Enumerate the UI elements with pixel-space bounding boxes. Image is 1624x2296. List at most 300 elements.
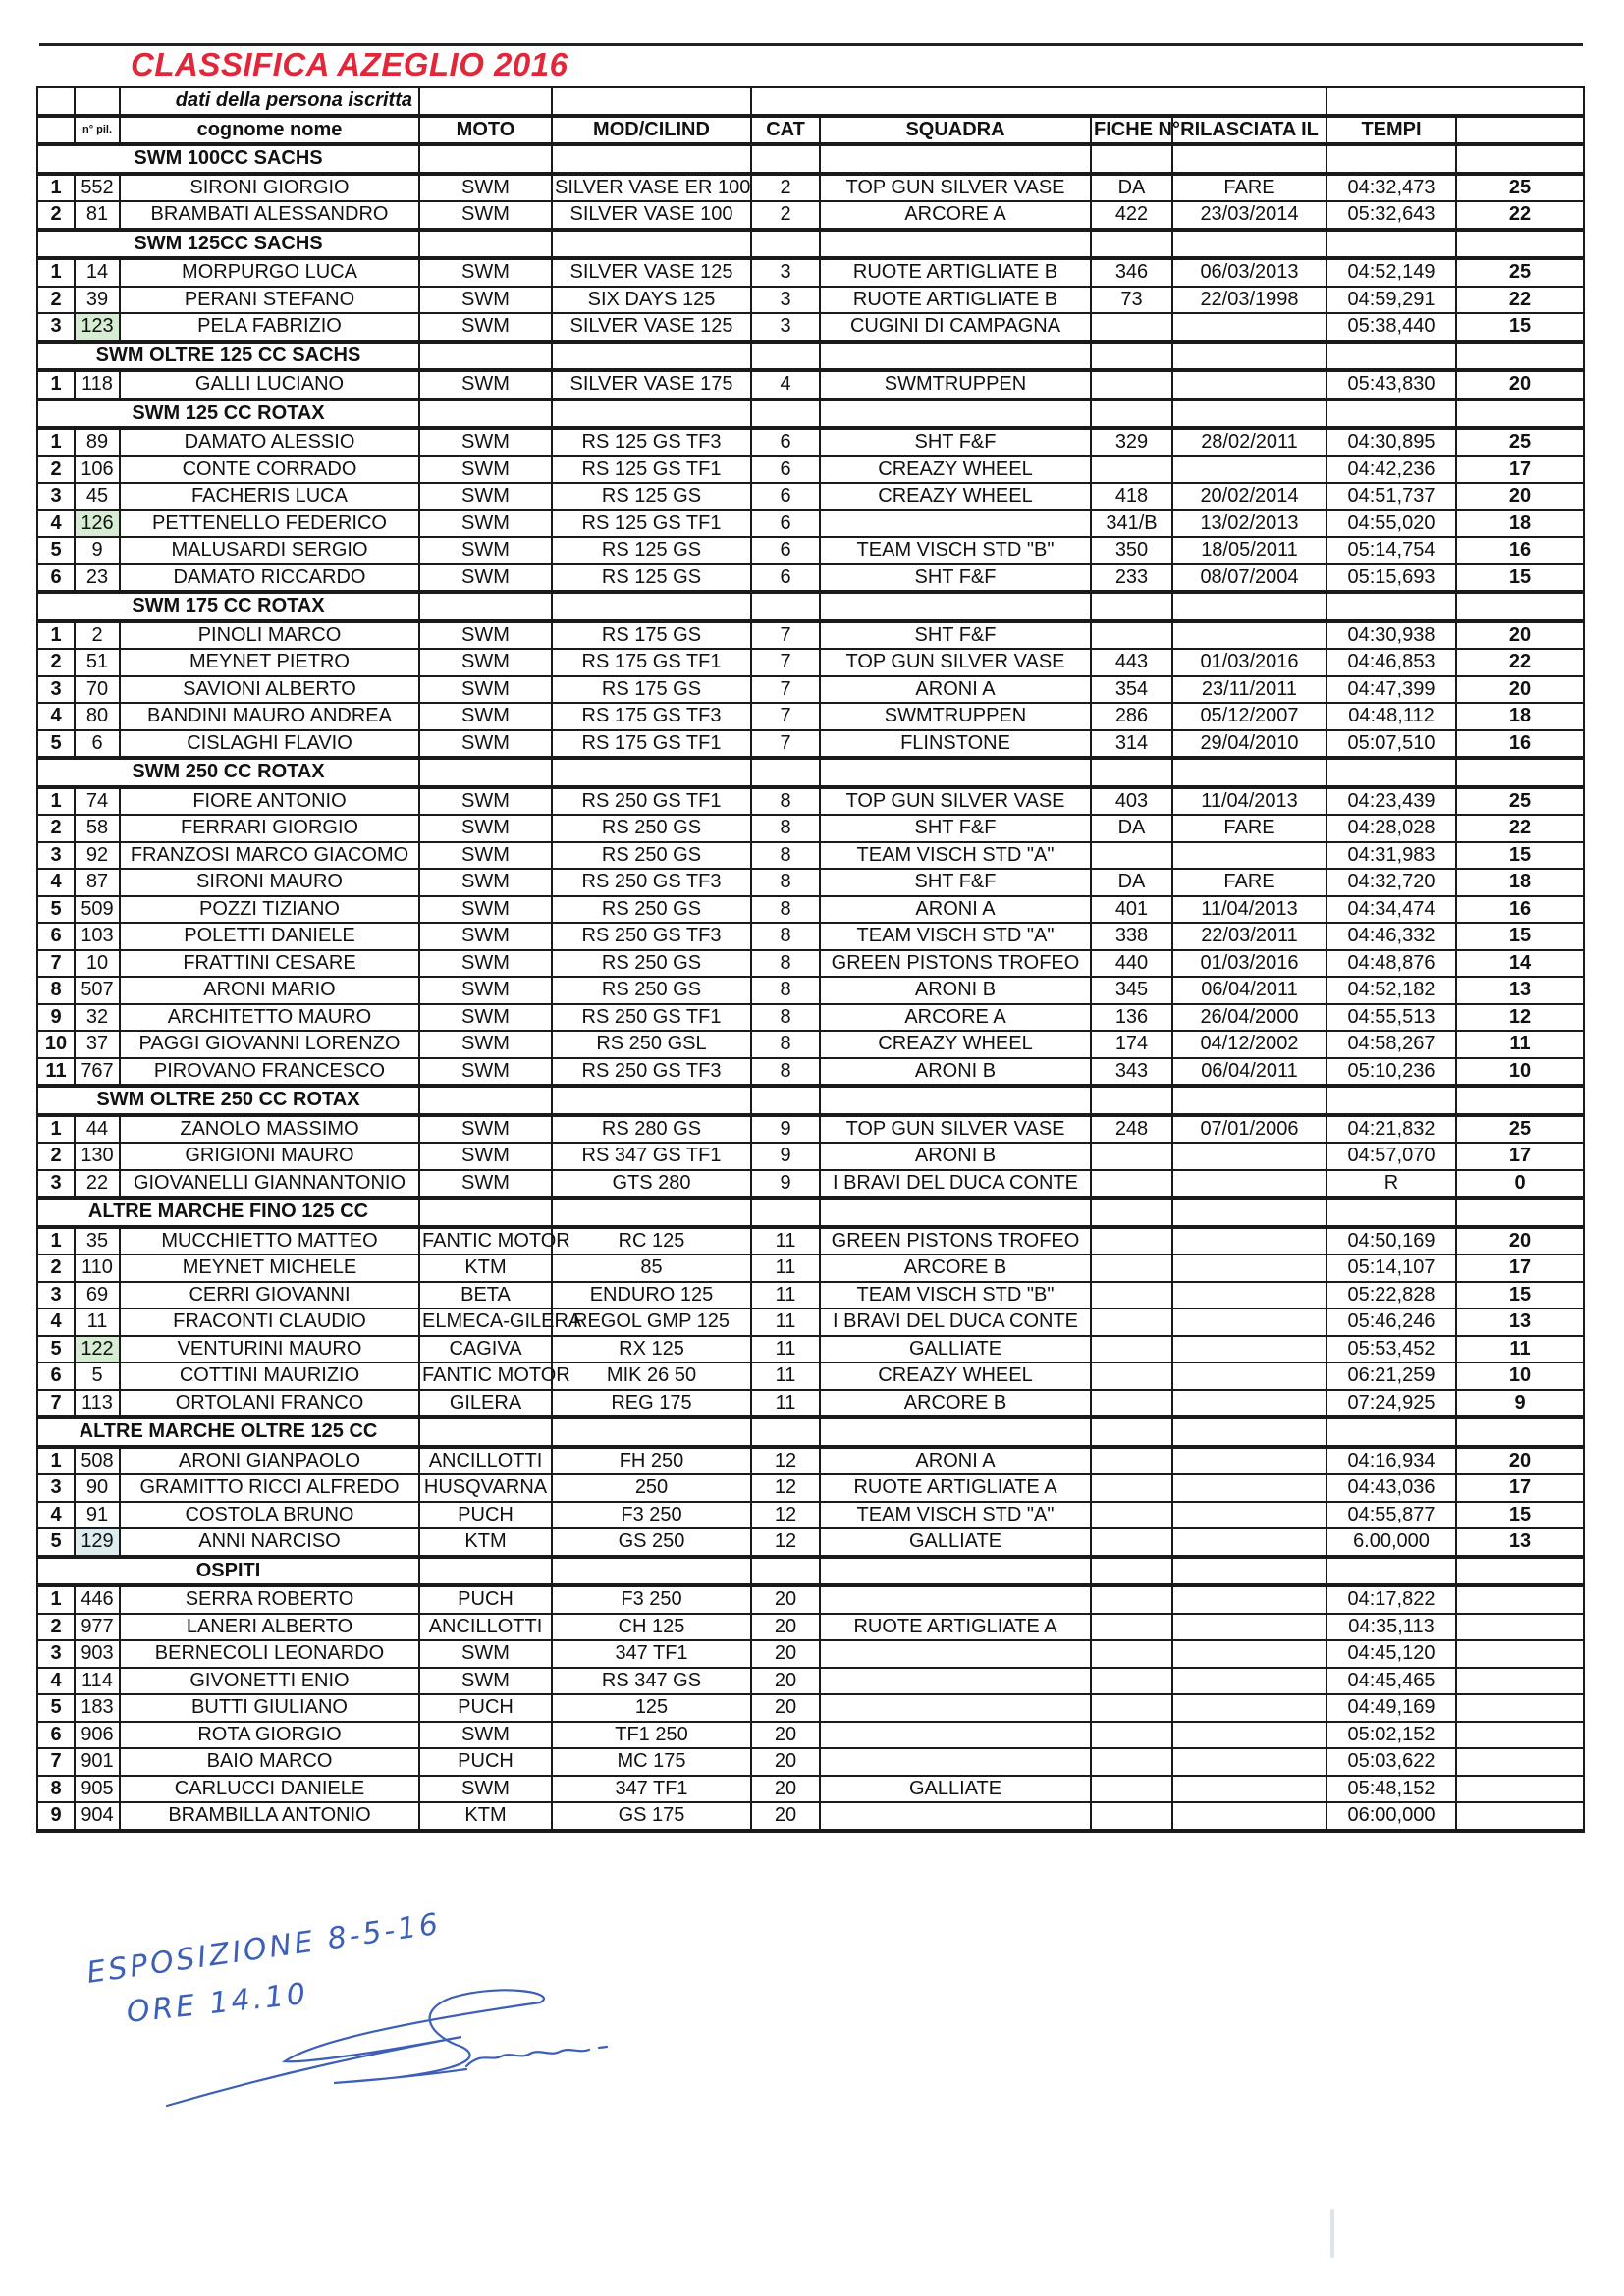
cell-mod: SILVER VASE 100 bbox=[552, 201, 751, 230]
cell-ril bbox=[1172, 621, 1326, 650]
cell-moto: SWM bbox=[419, 313, 552, 342]
table-row bbox=[37, 815, 1584, 842]
page-title: CLASSIFICA AZEGLIO 2016 bbox=[131, 46, 568, 82]
cell-cat: 20 bbox=[751, 1802, 820, 1831]
table-row bbox=[37, 787, 1584, 816]
cell-tempo: 06:21,259 bbox=[1326, 1362, 1456, 1390]
group-row bbox=[37, 1557, 1584, 1586]
cell-pts: 16 bbox=[1456, 896, 1584, 924]
cell-cat: 2 bbox=[751, 201, 820, 230]
cell-num: 74 bbox=[75, 787, 120, 816]
cell-moto: SWM bbox=[419, 923, 552, 950]
cell-moto: BETA bbox=[419, 1282, 552, 1309]
empty-cell bbox=[1326, 592, 1456, 621]
empty-cell bbox=[1091, 230, 1172, 259]
cell-fiche: 136 bbox=[1091, 1004, 1172, 1032]
cell-mod: RS 250 GS bbox=[552, 815, 751, 842]
cell-cat: 6 bbox=[751, 428, 820, 456]
cell-num: 44 bbox=[75, 1115, 120, 1144]
cell-name: COSTOLA BRUNO bbox=[120, 1502, 419, 1529]
cell-fiche bbox=[1091, 1227, 1172, 1255]
empty-cell bbox=[1091, 758, 1172, 787]
cell-fiche: 329 bbox=[1091, 428, 1172, 456]
cell-pts: 15 bbox=[1456, 842, 1584, 870]
cell-tempo: 04:42,236 bbox=[1326, 456, 1456, 484]
cell-mod: RS 125 GS TF1 bbox=[552, 456, 751, 484]
group-row bbox=[37, 144, 1584, 174]
cell-fiche: 422 bbox=[1091, 201, 1172, 230]
header-cell bbox=[75, 87, 120, 116]
group-title: SWM 125 CC ROTAX bbox=[37, 400, 419, 429]
cell-pts: 25 bbox=[1456, 787, 1584, 816]
cell-mod: RS 250 GS TF1 bbox=[552, 1004, 751, 1032]
cell-name: GALLI LUCIANO bbox=[120, 370, 419, 400]
cell-fiche bbox=[1091, 1255, 1172, 1282]
cell-ril bbox=[1172, 1362, 1326, 1390]
cell-num: 904 bbox=[75, 1802, 120, 1831]
cell-pts: 17 bbox=[1456, 456, 1584, 484]
cell-cat: 7 bbox=[751, 621, 820, 650]
cell-cat: 8 bbox=[751, 1031, 820, 1058]
cell-pos: 5 bbox=[37, 1694, 75, 1722]
results-body bbox=[37, 144, 1584, 1831]
table-row bbox=[37, 201, 1584, 230]
group-title: SWM OLTRE 250 CC ROTAX bbox=[37, 1086, 419, 1115]
group-row bbox=[37, 342, 1584, 371]
header-cell bbox=[37, 87, 75, 116]
cell-moto: SWM bbox=[419, 174, 552, 202]
cell-pos: 1 bbox=[37, 1227, 75, 1255]
cell-pos: 4 bbox=[37, 1308, 75, 1336]
empty-cell bbox=[751, 1557, 820, 1586]
cell-mod: RS 280 GS bbox=[552, 1115, 751, 1144]
cell-name: SAVIONI ALBERTO bbox=[120, 676, 419, 704]
header-cat: CAT bbox=[751, 116, 820, 145]
cell-fiche bbox=[1091, 1447, 1172, 1475]
cell-moto: PUCH bbox=[419, 1694, 552, 1722]
cell-mod: 250 bbox=[552, 1474, 751, 1502]
cell-ril: FARE bbox=[1172, 174, 1326, 202]
cell-ril: 06/04/2011 bbox=[1172, 1058, 1326, 1087]
cell-pts: 16 bbox=[1456, 730, 1584, 759]
cell-squadra: ARONI B bbox=[820, 977, 1091, 1004]
cell-num: 81 bbox=[75, 201, 120, 230]
cell-squadra: I BRAVI DEL DUCA CONTE bbox=[820, 1308, 1091, 1336]
cell-squadra: TOP GUN SILVER VASE bbox=[820, 174, 1091, 202]
cell-cat: 2 bbox=[751, 174, 820, 202]
cell-num: 35 bbox=[75, 1227, 120, 1255]
cell-name: BUTTI GIULIANO bbox=[120, 1694, 419, 1722]
cell-name: ARONI MARIO bbox=[120, 977, 419, 1004]
cell-moto: SWM bbox=[419, 621, 552, 650]
cell-pts: 20 bbox=[1456, 621, 1584, 650]
cell-pos: 4 bbox=[37, 510, 75, 538]
cell-moto: SWM bbox=[419, 1640, 552, 1668]
header-row-top bbox=[37, 87, 1584, 116]
cell-cat: 12 bbox=[751, 1502, 820, 1529]
cell-pts: 10 bbox=[1456, 1058, 1584, 1087]
cell-tempo: 04:17,822 bbox=[1326, 1585, 1456, 1614]
cell-ril: FARE bbox=[1172, 815, 1326, 842]
cell-num: 32 bbox=[75, 1004, 120, 1032]
cell-fiche bbox=[1091, 313, 1172, 342]
cell-cat: 6 bbox=[751, 564, 820, 593]
cell-pos: 3 bbox=[37, 313, 75, 342]
scan-mark bbox=[1330, 2209, 1334, 2258]
cell-num: 508 bbox=[75, 1447, 120, 1475]
cell-pts: 0 bbox=[1456, 1170, 1584, 1199]
cell-pts bbox=[1456, 1722, 1584, 1749]
cell-squadra: ARONI B bbox=[820, 1143, 1091, 1170]
cell-cat: 11 bbox=[751, 1390, 820, 1418]
cell-num: 51 bbox=[75, 649, 120, 676]
cell-cat: 20 bbox=[751, 1614, 820, 1641]
cell-mod: FH 250 bbox=[552, 1447, 751, 1475]
cell-tempo: 04:16,934 bbox=[1326, 1447, 1456, 1475]
empty-cell bbox=[1172, 144, 1326, 174]
cell-cat: 3 bbox=[751, 313, 820, 342]
cell-ril bbox=[1172, 1668, 1326, 1695]
cell-name: BRAMBILLA ANTONIO bbox=[120, 1802, 419, 1831]
cell-num: 14 bbox=[75, 258, 120, 287]
header-tempi: TEMPI bbox=[1326, 116, 1456, 145]
cell-moto: SWM bbox=[419, 564, 552, 593]
table-row bbox=[37, 1004, 1584, 1032]
table-row bbox=[37, 923, 1584, 950]
cell-pos: 3 bbox=[37, 676, 75, 704]
cell-moto: SWM bbox=[419, 537, 552, 564]
cell-cat: 9 bbox=[751, 1143, 820, 1170]
cell-mod: GTS 280 bbox=[552, 1170, 751, 1199]
cell-tempo: 05:32,643 bbox=[1326, 201, 1456, 230]
cell-name: POLETTI DANIELE bbox=[120, 923, 419, 950]
cell-name: ZANOLO MASSIMO bbox=[120, 1115, 419, 1144]
cell-fiche bbox=[1091, 1694, 1172, 1722]
cell-tempo: 05:48,152 bbox=[1326, 1776, 1456, 1803]
cell-pos: 3 bbox=[37, 1170, 75, 1199]
cell-num: 80 bbox=[75, 703, 120, 730]
cell-squadra: SHT F&F bbox=[820, 621, 1091, 650]
cell-moto: SWM bbox=[419, 896, 552, 924]
cell-num: 10 bbox=[75, 950, 120, 978]
cell-fiche bbox=[1091, 621, 1172, 650]
note-line1: ESPOSIZIONE 8-5-16 bbox=[84, 1906, 444, 1991]
cell-pos: 5 bbox=[37, 730, 75, 759]
cell-pos: 8 bbox=[37, 977, 75, 1004]
cell-pts bbox=[1456, 1802, 1584, 1831]
cell-num: 114 bbox=[75, 1668, 120, 1695]
cell-pos: 3 bbox=[37, 1640, 75, 1668]
cell-num: 58 bbox=[75, 815, 120, 842]
cell-mod: TF1 250 bbox=[552, 1722, 751, 1749]
table-row bbox=[37, 1802, 1584, 1831]
cell-squadra: ARCORE B bbox=[820, 1255, 1091, 1282]
header-mod: MOD/CILIND bbox=[552, 116, 751, 145]
cell-pos: 1 bbox=[37, 787, 75, 816]
table-row bbox=[37, 950, 1584, 978]
cell-tempo: 04:23,439 bbox=[1326, 787, 1456, 816]
cell-name: CERRI GIOVANNI bbox=[120, 1282, 419, 1309]
cell-cat: 11 bbox=[751, 1308, 820, 1336]
cell-ril bbox=[1172, 1502, 1326, 1529]
cell-cat: 11 bbox=[751, 1336, 820, 1363]
cell-ril: 06/03/2013 bbox=[1172, 258, 1326, 287]
cell-tempo: 04:58,267 bbox=[1326, 1031, 1456, 1058]
cell-squadra: RUOTE ARTIGLIATE B bbox=[820, 287, 1091, 314]
cell-tempo: 04:32,720 bbox=[1326, 869, 1456, 896]
table-row bbox=[37, 1748, 1584, 1776]
header-cell bbox=[37, 116, 75, 145]
cell-name: LANERI ALBERTO bbox=[120, 1614, 419, 1641]
header-row bbox=[37, 116, 1584, 145]
header-cell bbox=[552, 87, 751, 116]
handwritten-note bbox=[84, 1904, 697, 2120]
cell-mod: MIK 26 50 bbox=[552, 1362, 751, 1390]
cell-pos: 1 bbox=[37, 1447, 75, 1475]
table-row bbox=[37, 1776, 1584, 1803]
cell-pts: 11 bbox=[1456, 1336, 1584, 1363]
cell-tempo: 04:46,853 bbox=[1326, 649, 1456, 676]
cell-fiche bbox=[1091, 1614, 1172, 1641]
cell-moto: KTM bbox=[419, 1255, 552, 1282]
cell-pts: 20 bbox=[1456, 370, 1584, 400]
cell-pts: 20 bbox=[1456, 1227, 1584, 1255]
cell-squadra bbox=[820, 1585, 1091, 1614]
cell-cat: 11 bbox=[751, 1282, 820, 1309]
table-row bbox=[37, 1474, 1584, 1502]
cell-mod: ENDURO 125 bbox=[552, 1282, 751, 1309]
table-row bbox=[37, 1640, 1584, 1668]
table-row bbox=[37, 1227, 1584, 1255]
group-title: SWM OLTRE 125 CC SACHS bbox=[37, 342, 419, 371]
cell-tempo: 04:45,465 bbox=[1326, 1668, 1456, 1695]
cell-num: 901 bbox=[75, 1748, 120, 1776]
cell-ril bbox=[1172, 1614, 1326, 1641]
cell-cat: 6 bbox=[751, 456, 820, 484]
empty-cell bbox=[419, 230, 552, 259]
cell-squadra: I BRAVI DEL DUCA CONTE bbox=[820, 1170, 1091, 1199]
table-row bbox=[37, 313, 1584, 342]
cell-cat: 6 bbox=[751, 510, 820, 538]
cell-tempo: 6.00,000 bbox=[1326, 1528, 1456, 1557]
cell-fiche bbox=[1091, 1336, 1172, 1363]
cell-cat: 7 bbox=[751, 703, 820, 730]
empty-cell bbox=[751, 144, 820, 174]
cell-moto: SWM bbox=[419, 456, 552, 484]
cell-ril: 18/05/2011 bbox=[1172, 537, 1326, 564]
cell-pts bbox=[1456, 1585, 1584, 1614]
cell-name: ANNI NARCISO bbox=[120, 1528, 419, 1557]
table-row bbox=[37, 1668, 1584, 1695]
cell-tempo: 05:02,152 bbox=[1326, 1722, 1456, 1749]
cell-fiche bbox=[1091, 1362, 1172, 1390]
empty-cell bbox=[1172, 592, 1326, 621]
empty-cell bbox=[552, 1557, 751, 1586]
cell-squadra: SWMTRUPPEN bbox=[820, 370, 1091, 400]
cell-fiche: 343 bbox=[1091, 1058, 1172, 1087]
cell-squadra bbox=[820, 1722, 1091, 1749]
cell-tempo: 05:43,830 bbox=[1326, 370, 1456, 400]
cell-pos: 1 bbox=[37, 1585, 75, 1614]
cell-pos: 3 bbox=[37, 1474, 75, 1502]
cell-num: 129 bbox=[75, 1528, 120, 1557]
cell-mod: RS 125 GS bbox=[552, 537, 751, 564]
cell-fiche: 443 bbox=[1091, 649, 1172, 676]
cell-squadra: TOP GUN SILVER VASE bbox=[820, 787, 1091, 816]
cell-pts: 11 bbox=[1456, 1031, 1584, 1058]
cell-ril bbox=[1172, 1776, 1326, 1803]
cell-name: CISLAGHI FLAVIO bbox=[120, 730, 419, 759]
cell-ril: 22/03/1998 bbox=[1172, 287, 1326, 314]
empty-cell bbox=[1172, 1086, 1326, 1115]
cell-moto: ANCILLOTTI bbox=[419, 1447, 552, 1475]
empty-cell bbox=[751, 758, 820, 787]
cell-cat: 8 bbox=[751, 815, 820, 842]
cell-squadra: SHT F&F bbox=[820, 428, 1091, 456]
empty-cell bbox=[1326, 1086, 1456, 1115]
cell-num: 122 bbox=[75, 1336, 120, 1363]
cell-pts: 22 bbox=[1456, 201, 1584, 230]
cell-squadra: SHT F&F bbox=[820, 869, 1091, 896]
cell-pts bbox=[1456, 1640, 1584, 1668]
empty-cell bbox=[820, 144, 1091, 174]
cell-squadra: CREAZY WHEEL bbox=[820, 1031, 1091, 1058]
cell-cat: 8 bbox=[751, 1058, 820, 1087]
cell-ril bbox=[1172, 1640, 1326, 1668]
cell-fiche bbox=[1091, 1502, 1172, 1529]
cell-pos: 4 bbox=[37, 703, 75, 730]
empty-cell bbox=[1091, 1417, 1172, 1447]
cell-pts: 22 bbox=[1456, 815, 1584, 842]
cell-pos: 5 bbox=[37, 537, 75, 564]
cell-squadra: GALLIATE bbox=[820, 1528, 1091, 1557]
cell-num: 23 bbox=[75, 564, 120, 593]
cell-squadra: SHT F&F bbox=[820, 564, 1091, 593]
header-fiche: FICHE N° bbox=[1091, 116, 1172, 145]
empty-cell bbox=[419, 758, 552, 787]
cell-tempo: 04:46,332 bbox=[1326, 923, 1456, 950]
cell-name: PELA FABRIZIO bbox=[120, 313, 419, 342]
cell-pts: 12 bbox=[1456, 1004, 1584, 1032]
results-table bbox=[36, 86, 1585, 1833]
cell-moto: CAGIVA bbox=[419, 1336, 552, 1363]
cell-pts: 17 bbox=[1456, 1474, 1584, 1502]
cell-moto: SWM bbox=[419, 1031, 552, 1058]
cell-ril: 04/12/2002 bbox=[1172, 1031, 1326, 1058]
empty-cell bbox=[751, 230, 820, 259]
cell-num: 45 bbox=[75, 483, 120, 510]
cell-pos: 5 bbox=[37, 1528, 75, 1557]
cell-mod: RS 175 GS TF1 bbox=[552, 730, 751, 759]
cell-num: 106 bbox=[75, 456, 120, 484]
table-row bbox=[37, 174, 1584, 202]
cell-cat: 8 bbox=[751, 923, 820, 950]
table-row bbox=[37, 649, 1584, 676]
cell-moto: SWM bbox=[419, 428, 552, 456]
cell-mod: REGOL GMP 125 bbox=[552, 1308, 751, 1336]
cell-fiche bbox=[1091, 370, 1172, 400]
table-row bbox=[37, 510, 1584, 538]
cell-num: 90 bbox=[75, 1474, 120, 1502]
cell-squadra: TEAM VISCH STD "A" bbox=[820, 1502, 1091, 1529]
cell-squadra: TEAM VISCH STD "B" bbox=[820, 1282, 1091, 1309]
cell-moto: SWM bbox=[419, 676, 552, 704]
cell-squadra bbox=[820, 1694, 1091, 1722]
cell-ril bbox=[1172, 1282, 1326, 1309]
table-row bbox=[37, 1694, 1584, 1722]
cell-squadra bbox=[820, 510, 1091, 538]
cell-pts: 17 bbox=[1456, 1143, 1584, 1170]
empty-cell bbox=[751, 592, 820, 621]
cell-fiche: 346 bbox=[1091, 258, 1172, 287]
cell-moto: SWM bbox=[419, 510, 552, 538]
cell-squadra: FLINSTONE bbox=[820, 730, 1091, 759]
cell-moto: SWM bbox=[419, 842, 552, 870]
group-row bbox=[37, 592, 1584, 621]
cell-pts bbox=[1456, 1776, 1584, 1803]
cell-tempo: 04:31,983 bbox=[1326, 842, 1456, 870]
cell-squadra bbox=[820, 1748, 1091, 1776]
group-row bbox=[37, 1198, 1584, 1227]
cell-pos: 5 bbox=[37, 1336, 75, 1363]
cell-squadra: CREAZY WHEEL bbox=[820, 1362, 1091, 1390]
cell-tempo: 05:07,510 bbox=[1326, 730, 1456, 759]
cell-fiche: 403 bbox=[1091, 787, 1172, 816]
cell-pts: 14 bbox=[1456, 950, 1584, 978]
cell-name: FERRARI GIORGIO bbox=[120, 815, 419, 842]
table-row bbox=[37, 287, 1584, 314]
cell-moto: SWM bbox=[419, 1143, 552, 1170]
cell-tempo: 04:34,474 bbox=[1326, 896, 1456, 924]
empty-cell bbox=[419, 342, 552, 371]
cell-fiche: 401 bbox=[1091, 896, 1172, 924]
cell-tempo: 05:22,828 bbox=[1326, 1282, 1456, 1309]
empty-cell bbox=[1456, 758, 1584, 787]
cell-tempo: 04:45,120 bbox=[1326, 1640, 1456, 1668]
table-row bbox=[37, 977, 1584, 1004]
cell-pts: 15 bbox=[1456, 564, 1584, 593]
cell-pos: 2 bbox=[37, 456, 75, 484]
cell-moto: SWM bbox=[419, 483, 552, 510]
cell-ril bbox=[1172, 1227, 1326, 1255]
cell-tempo: 06:00,000 bbox=[1326, 1802, 1456, 1831]
cell-mod: 85 bbox=[552, 1255, 751, 1282]
header-cell bbox=[1326, 87, 1584, 116]
cell-cat: 4 bbox=[751, 370, 820, 400]
cell-pos: 2 bbox=[37, 1614, 75, 1641]
empty-cell bbox=[820, 1086, 1091, 1115]
empty-cell bbox=[1172, 1198, 1326, 1227]
empty-cell bbox=[552, 1086, 751, 1115]
cell-moto: PUCH bbox=[419, 1502, 552, 1529]
cell-name: PINOLI MARCO bbox=[120, 621, 419, 650]
cell-squadra: TOP GUN SILVER VASE bbox=[820, 649, 1091, 676]
cell-name: FRATTINI CESARE bbox=[120, 950, 419, 978]
empty-cell bbox=[552, 230, 751, 259]
header-moto: MOTO bbox=[419, 116, 552, 145]
cell-moto: SWM bbox=[419, 815, 552, 842]
cell-squadra: CREAZY WHEEL bbox=[820, 456, 1091, 484]
cell-pts: 15 bbox=[1456, 313, 1584, 342]
empty-cell bbox=[1172, 342, 1326, 371]
group-row bbox=[37, 230, 1584, 259]
cell-squadra bbox=[820, 1802, 1091, 1831]
cell-name: VENTURINI MAURO bbox=[120, 1336, 419, 1363]
cell-moto: KTM bbox=[419, 1528, 552, 1557]
cell-mod: RS 125 GS TF1 bbox=[552, 510, 751, 538]
empty-cell bbox=[751, 1198, 820, 1227]
cell-pos: 2 bbox=[37, 649, 75, 676]
